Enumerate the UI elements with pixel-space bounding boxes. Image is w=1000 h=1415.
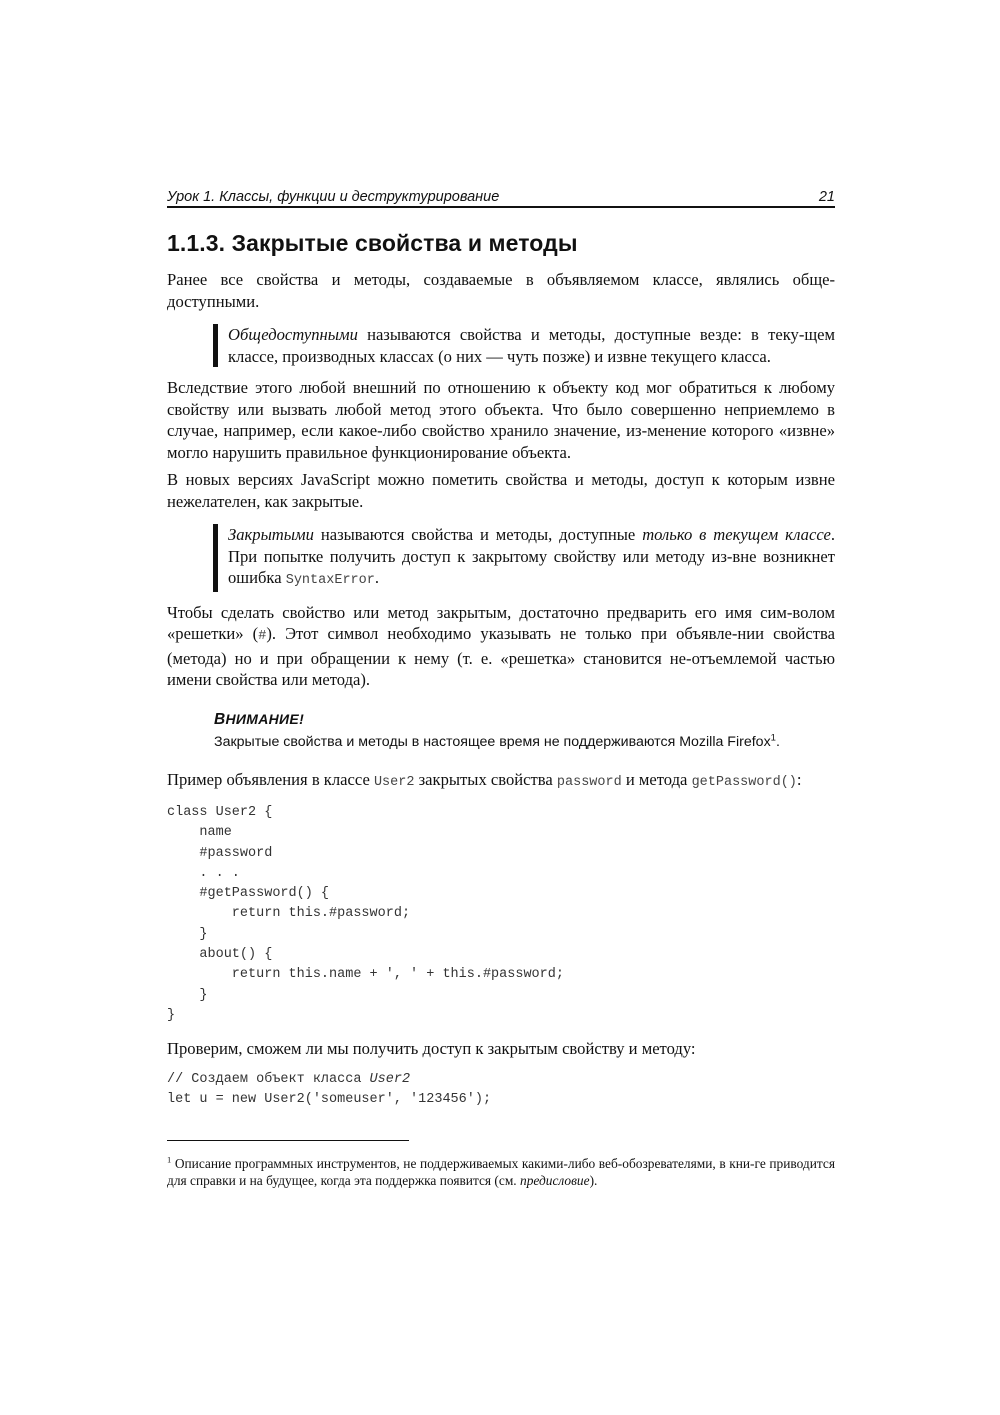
example-text-4: : xyxy=(796,769,802,789)
notice-title-rest: НИМАНИЕ! xyxy=(225,710,305,727)
example-text-1: Пример объявления в классе xyxy=(167,769,374,789)
syntax-error-code: SyntaxError xyxy=(285,573,375,588)
notice-title xyxy=(214,711,835,729)
page-content xyxy=(167,186,835,1122)
definition-private-mid: называются свойства и методы, доступные xyxy=(313,525,643,544)
method-name-code: getPassword() xyxy=(691,774,797,790)
definition-private-rest: . При попытке получить доступ к закрытому свойству или методу из-вне возникнет ошибка xyxy=(228,525,835,587)
hash-paragraph-after: ). Этот символ необходимо указывать не только при объявле-нии свойства (метода) но и при обращении к нему (т. е. «решетка» становится не-отъемлемой частью имени свойства или метода). xyxy=(167,624,835,689)
code-line: name xyxy=(167,825,232,841)
definition-public xyxy=(213,324,835,367)
page-number: 21 xyxy=(818,189,835,205)
code-line: #getPassword() { xyxy=(167,886,330,902)
definition-private xyxy=(213,524,835,592)
code-block-class xyxy=(167,803,835,1026)
paragraph-example xyxy=(167,769,835,794)
code-line: } xyxy=(167,987,208,1003)
footnote-end: ). xyxy=(589,1173,598,1188)
code-line: return this.#password; xyxy=(167,906,411,922)
code-comment xyxy=(167,1070,835,1090)
paragraph-new-versions: В новых версиях JavaScript можно пометить свойства и методы, доступ к которым извне нежелателен, как закрытые. xyxy=(167,470,835,511)
code-block-usage xyxy=(167,1070,835,1111)
example-text-3: и метода xyxy=(621,769,692,789)
notice-text-body: Закрытые свойства и методы в настоящее время не поддерживаются Mozilla Firefox xyxy=(214,733,771,750)
paragraph-check: Проверим, сможем ли мы получить доступ к закрытым свойству и методу: xyxy=(167,1039,696,1059)
hash-code: # xyxy=(258,629,267,644)
notice-text-end: . xyxy=(775,733,780,750)
code-line: #password xyxy=(167,845,273,861)
definition-private-end: . xyxy=(374,568,380,587)
code-line: . . . xyxy=(167,865,240,881)
notice-box xyxy=(214,711,835,751)
code-line: return this.name + ', ' + this.#password; xyxy=(167,967,564,983)
running-head xyxy=(167,186,835,208)
code-line: about() { xyxy=(167,947,273,963)
running-head-title: Урок 1. Классы, функции и деструктурирование xyxy=(167,189,500,205)
footnote-divider xyxy=(167,1140,409,1141)
code-line: } xyxy=(167,926,208,942)
code-comment-class: User2 xyxy=(369,1071,411,1087)
code-line: let u = new User2('someuser', '123456'); xyxy=(167,1092,492,1108)
section-title: 1.1.3. Закрытые свойства и методы xyxy=(167,230,578,256)
paragraph-hash-symbol xyxy=(167,602,835,691)
code-line: class User2 { xyxy=(167,805,273,820)
example-text-2: закрытых свойства xyxy=(414,769,557,789)
class-name-code: User2 xyxy=(373,774,415,790)
code-comment-prefix: // Создаем объект класса xyxy=(167,1071,370,1087)
definition-public-text xyxy=(228,324,835,367)
footnote-text: Описание программных инструментов, не поддерживаемых какими-либо веб-обозревателями, в кни-ге приводится для справки и на будущее, когда эта поддержка появится (см. xyxy=(167,1156,835,1188)
property-name-code: password xyxy=(556,774,622,790)
footnote-ref: 1 xyxy=(770,731,776,743)
paragraph-intro: Ранее все свойства и методы, создаваемые в объявляемом классе, являлись обще-доступными. xyxy=(167,270,835,311)
footnote xyxy=(167,1155,835,1189)
definition-private-emphasis: только в текущем классе xyxy=(642,525,831,544)
footnote-emphasis: предисловие xyxy=(520,1173,590,1188)
definition-private-text xyxy=(228,524,835,592)
hash-paragraph-before: Чтобы сделать свойство или метод закрытым, достаточно предварить его имя сим-волом «решетки» ( xyxy=(167,602,835,643)
notice-title-first: В xyxy=(214,710,226,728)
definition-public-rest: называются свойства и методы, доступные везде: в теку-щем классе, производных классах (о них — чуть позже) и извне текущего класса. xyxy=(228,325,835,366)
definition-public-term: Общедоступными xyxy=(228,325,358,344)
definition-private-term: Закрытыми xyxy=(228,525,314,544)
notice-text xyxy=(214,733,835,751)
code-line: } xyxy=(167,1007,176,1023)
paragraph-consequence: Вследствие этого любой внешний по отношению к объекту код мог обратиться к любому свойству или вызвать любой метод этого объекта. Что было совершенно неприемлемо в случае, например, если какое-либо свойство хранило значение, из-менение которого «извне» могло нарушить правильное функционирование объекта. xyxy=(167,378,835,462)
footnote-number: 1 xyxy=(167,1154,172,1165)
